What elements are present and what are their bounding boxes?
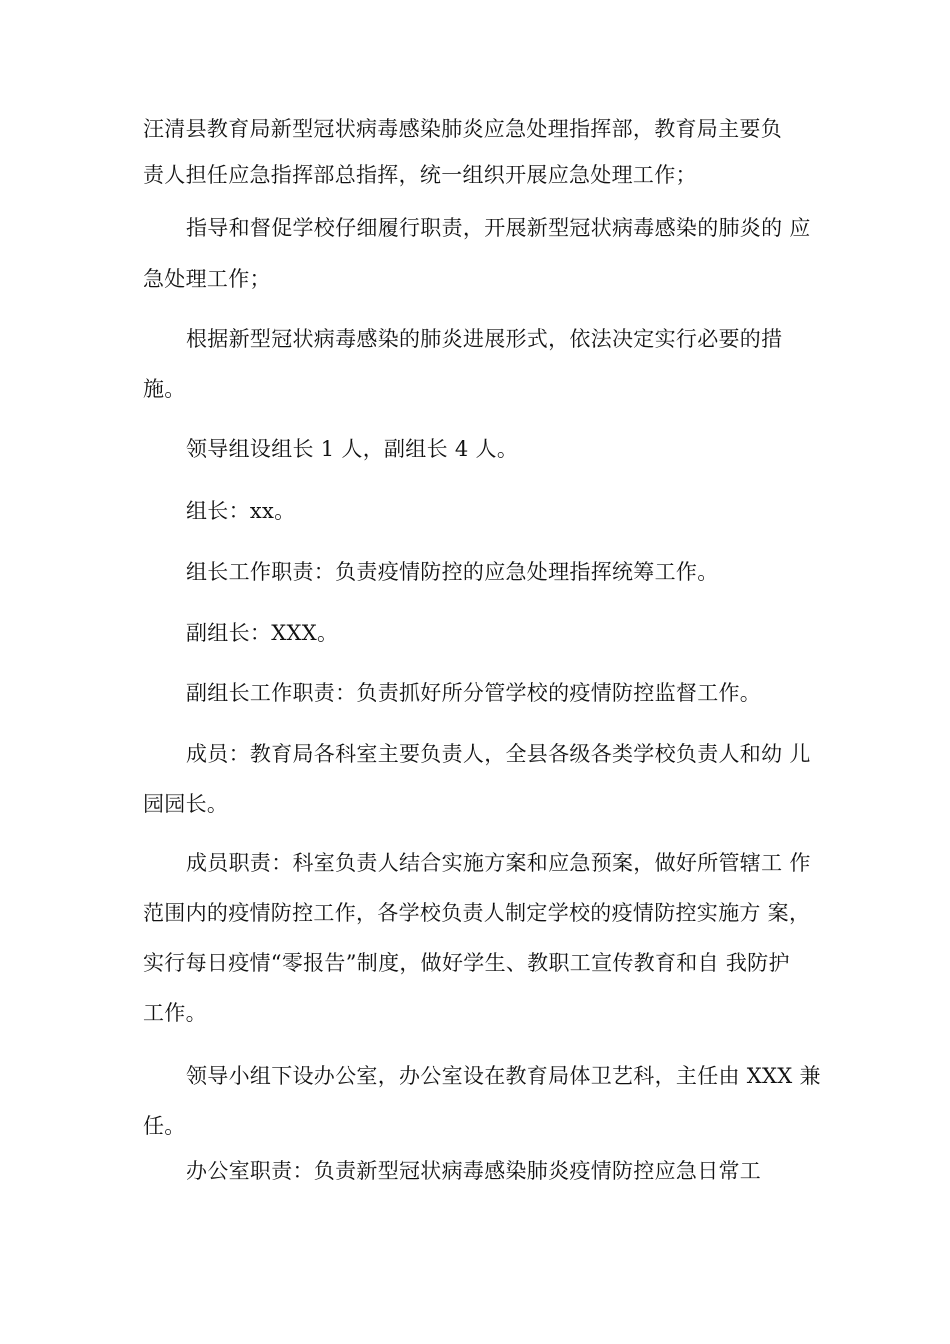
text-line: 任。 [143,1114,186,1138]
text-line: 成员职责：科室负责人结合实施方案和应急预案，做好所管辖工 作 [186,851,811,875]
text-line: 范围内的疫情防控工作，各学校负责人制定学校的疫情防控实施方 案， [143,901,811,925]
text-line: 实行每日疫情“零报告”制度，做好学生、教职工宣传教育和自 我防护 [143,951,790,975]
text-line: 园园长。 [143,792,229,816]
text-line: 施。 [143,377,186,401]
text-line: 指导和督促学校仔细履行职责，开展新型冠状病毒感染的肺炎的 应 [186,216,811,240]
text-line: 成员：教育局各科室主要负责人，全县各级各类学校负责人和幼 儿 [186,742,811,766]
text-line: 根据新型冠状病毒感染的肺炎进展形式，依法决定实行必要的措 [186,327,783,351]
text-line: 组长：xx。 [186,499,296,523]
text-line: 办公室职责：负责新型冠状病毒感染肺炎疫情防控应急日常工 [186,1159,762,1183]
text-line: 工作。 [143,1001,207,1025]
text-line: 副组长：XXX。 [186,621,339,645]
text-line: 急处理工作； [143,267,271,291]
text-line: 领导小组下设办公室，办公室设在教育局体卫艺科，主任由 XXX 兼 [186,1064,821,1088]
text-line: 汪清县教育局新型冠状病毒感染肺炎应急处理指挥部，教育局主要负 [143,117,782,141]
text-line: 副组长工作职责：负责抓好所分管学校的疫情防控监督工作。 [186,681,762,705]
text-line: 组长工作职责：负责疫情防控的应急处理指挥统筹工作。 [186,560,719,584]
text-line: 领导组设组长 1 人，副组长 4 人。 [186,437,519,461]
text-line: 责人担任应急指挥部总指挥，统一组织开展应急处理工作； [143,163,697,187]
